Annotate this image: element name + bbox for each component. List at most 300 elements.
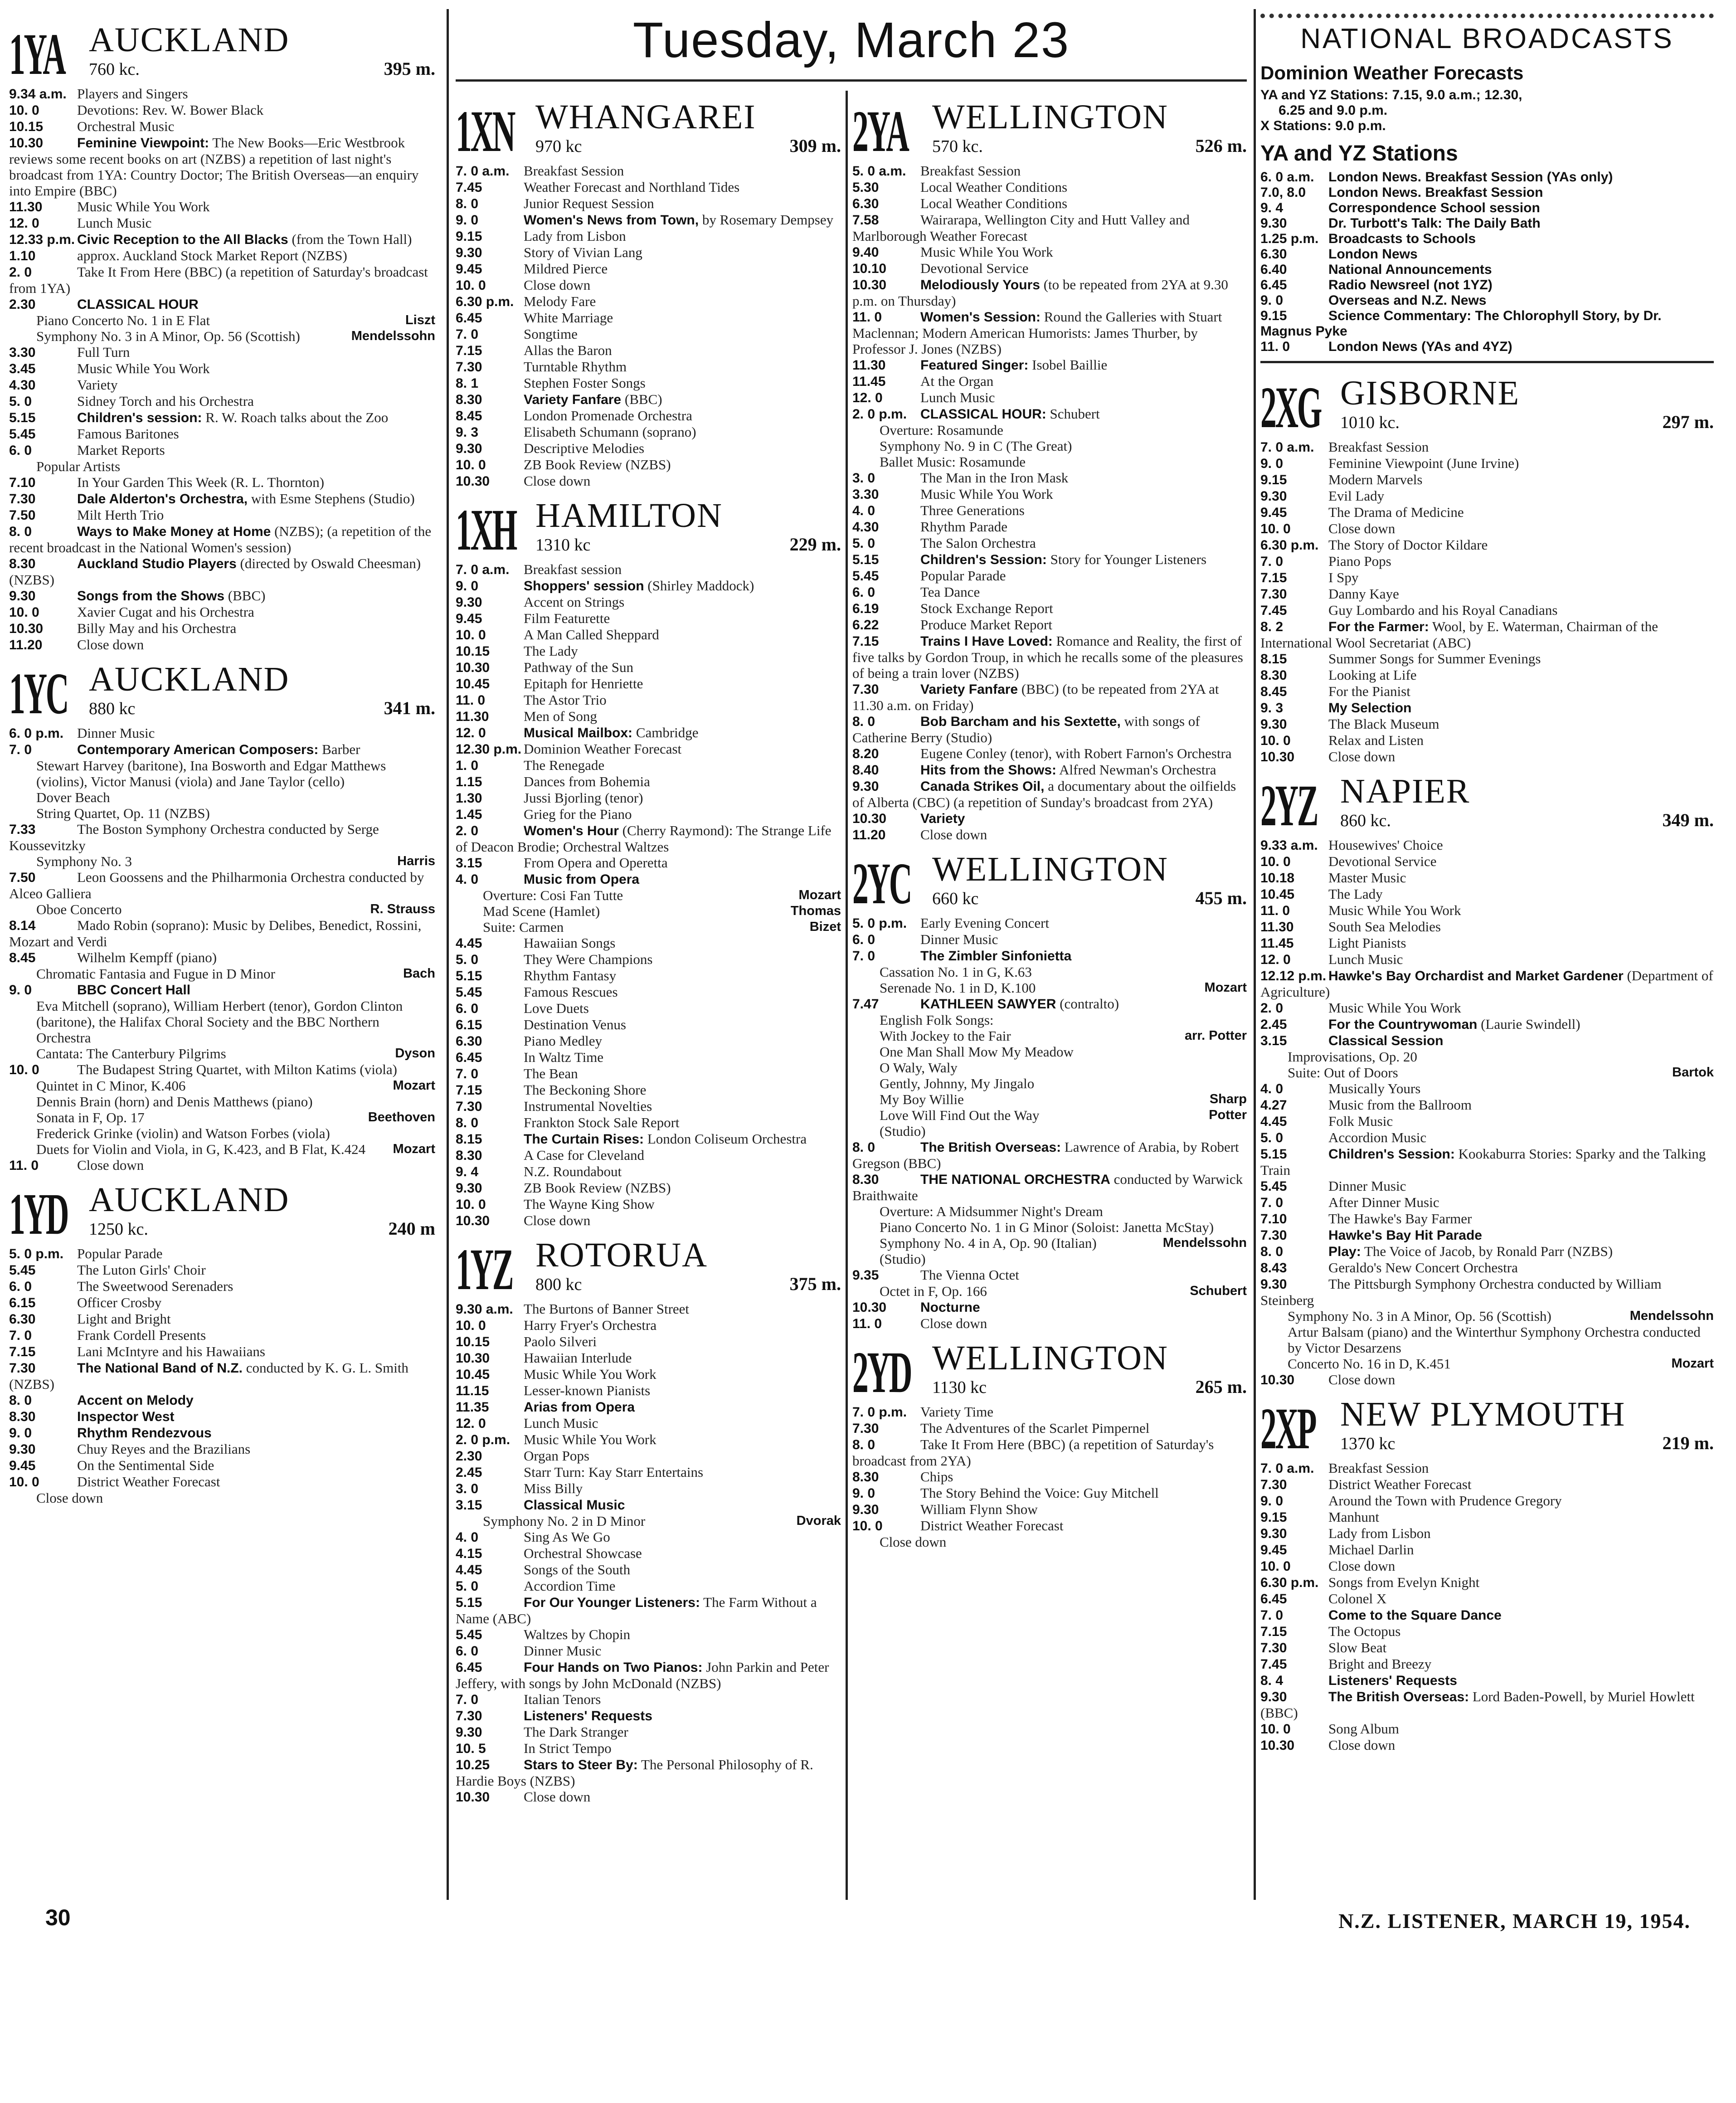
programme-time: 7.45 (1260, 603, 1287, 618)
programme-time: 5. 0 (1260, 1130, 1284, 1145)
programme-entry (852, 195, 1247, 212)
programme-entry (456, 951, 841, 968)
programme-text: Music While You Work (1328, 902, 1461, 918)
programme-time: 4.27 (1260, 1098, 1287, 1113)
programme-time: 6. 0 (456, 1644, 479, 1659)
programme-entry (852, 1060, 1247, 1076)
programme-entry (1260, 570, 1714, 586)
station-wavelength: 455 m. (1195, 888, 1247, 908)
programme-text: Leon Goossens and the Philharmonia Orchestra conducted by Alceo Galliera (9, 869, 424, 901)
programme-entry (456, 903, 841, 919)
programme-text: Early Evening Concert (920, 915, 1050, 931)
programme-time: 4.30 (852, 520, 879, 535)
programme-text: conducted by K. G. L. Smith (NZBS) (9, 1360, 408, 1392)
programme-time: 7.50 (9, 870, 36, 885)
weather-line: X Stations: 9.0 p.m. (1260, 118, 1386, 133)
programme-time: 11.20 (9, 638, 43, 652)
programme-text: (BBC) (624, 391, 662, 407)
programme-text: Close down (524, 277, 591, 293)
programme-title: Variety Fanfare (524, 392, 622, 407)
programme-time: 10. 5 (456, 1741, 486, 1756)
programme-entry (456, 708, 841, 725)
programme-entry (9, 758, 435, 789)
programme-text: (contralto) (1060, 996, 1119, 1012)
programme-entry (1260, 1372, 1714, 1388)
programme-time: 12. 0 (456, 725, 486, 740)
programme-text: The Dark Stranger (524, 1724, 628, 1740)
programme-text: Grieg for the Piano (524, 806, 632, 822)
programme-text: R. W. Roach talks about the Zoo (205, 409, 389, 425)
programme-text: Around the Town with Prudence Gregory (1328, 1493, 1562, 1509)
station-city: ROTORUA (535, 1236, 708, 1274)
programme-entry (456, 1448, 841, 1464)
programme-text: Symphony No. 3 in A Minor, Op. 56 (Scottish) (1288, 1308, 1551, 1324)
programme-entry (852, 1091, 1247, 1107)
programme-entry (456, 326, 841, 342)
programme-entry (852, 1299, 1247, 1315)
programme-title: Children's session: (77, 410, 202, 425)
programme-entry (9, 474, 435, 491)
programme-text: Destination Venus (524, 1017, 626, 1032)
programme-entry (1260, 488, 1714, 504)
programme-time: 7.10 (1260, 1212, 1287, 1227)
programme-time: 9.34 a.m. (9, 87, 67, 102)
programme-text: with songs of Catherine Berry (Studio) (852, 713, 1200, 745)
station-frequency: 800 kc (535, 1275, 582, 1294)
programme-entry (1260, 651, 1714, 667)
programme-entry (1260, 919, 1714, 935)
programme-title: Women's Session: (920, 310, 1041, 325)
programme-time: 7.45 (1260, 1657, 1287, 1672)
programme-time: 9.30 (1260, 717, 1287, 732)
programme-text: On the Sentimental Side (77, 1457, 214, 1473)
programme-time: 5.45 (9, 1263, 36, 1278)
programme-entry (456, 968, 841, 984)
programme-time: 7. 0 (9, 742, 32, 757)
programme-time: 10.30 (456, 1351, 490, 1366)
programme-time: 11. 0 (852, 310, 882, 325)
programme-entry (456, 163, 841, 179)
programme-text: Lani McIntyre and his Hawaiians (77, 1344, 265, 1359)
programme-text: District Weather Forecast (77, 1474, 220, 1490)
programme-entry (456, 1691, 841, 1708)
station-info (932, 97, 1247, 156)
programme-title: Music from Opera (524, 872, 640, 887)
programme-text: Music While You Work (77, 199, 210, 214)
programme-text: The Black Museum (1328, 716, 1439, 732)
programme-text: O Waly, Waly (880, 1060, 958, 1076)
programme-time: 11. 0 (456, 693, 486, 708)
programme-time: 9.30 (456, 441, 482, 456)
programme-entry (456, 1066, 841, 1082)
station-info (932, 1339, 1247, 1397)
programme-text: Piano Concerto No. 1 in G Minor (Soloist: Janetta McStay) (880, 1219, 1214, 1235)
programme-title: For the Countrywoman (1328, 1017, 1478, 1032)
programme-text: Close down (1328, 749, 1396, 764)
programme-time: 6.22 (852, 618, 879, 633)
programme-entry (1260, 1640, 1714, 1656)
programme-time: 1.45 (456, 807, 482, 822)
programme-entry (456, 692, 841, 708)
station-callsign: 2YD (852, 1340, 911, 1405)
programme-time: 12. 0 (1260, 952, 1291, 967)
national-item (1260, 277, 1714, 293)
programme-time: 8.45 (9, 950, 36, 965)
programme-time: 9.30 (852, 779, 879, 794)
programme-text: Lunch Music (524, 1415, 598, 1431)
programme-text: Ballet Music: Rosamunde (880, 454, 1026, 470)
programme-time: 5.45 (9, 427, 36, 442)
station-wavelength: 349 m. (1662, 810, 1714, 830)
programme-entry (852, 681, 1247, 713)
programme-title: My Selection (1328, 701, 1412, 716)
programme-entry (9, 637, 435, 653)
station-header (1260, 769, 1714, 838)
programme-entry (1260, 837, 1714, 853)
programme-text: Story for Younger Listeners (1050, 551, 1207, 567)
programme-text: Starr Turn: Kay Starr Entertains (524, 1464, 704, 1480)
programme-time: 10. 0 (9, 103, 39, 118)
programme-time: 11.30 (9, 200, 43, 214)
programme-text: Close down (880, 1534, 947, 1550)
station-wavelength: 229 m. (789, 534, 841, 555)
programme-text: Guy Lombardo and his Royal Canadians (1328, 602, 1558, 618)
national-title: NATIONAL BROADCASTS (1300, 23, 1674, 54)
programme-entry (456, 359, 841, 375)
programme-entry (1260, 1558, 1714, 1574)
programme-text: Music While You Work (524, 1366, 656, 1382)
programme-entry (456, 1643, 841, 1659)
programme-entry (1260, 1032, 1714, 1049)
programme-time: 7.30 (852, 682, 879, 697)
programme-entry (1260, 1308, 1714, 1324)
programme-text: The Man in the Iron Mask (920, 470, 1069, 486)
programme-text: The Boston Symphony Orchestra conducted by Serge Koussevitzky (9, 821, 379, 853)
station-block (9, 18, 435, 653)
programme-text: Musically Yours (1328, 1081, 1421, 1096)
programme-entry (456, 1212, 841, 1229)
programme-text: One Man Shall Mow My Meadow (880, 1044, 1074, 1060)
composer-name: Mozart (393, 1142, 435, 1156)
programme-time: 11.45 (1260, 936, 1294, 951)
programme-text: The Drama of Medicine (1328, 504, 1464, 520)
programme-time: 10. 0 (852, 1519, 883, 1533)
programme-text: The Personal Philosophy of R. Hardie Boys (NZBS) (456, 1757, 813, 1789)
programme-entry (852, 1235, 1247, 1251)
programme-time: 5.45 (456, 985, 482, 1000)
station-frequency: 570 kc. (932, 137, 983, 156)
station-header (1260, 1392, 1714, 1461)
programme-time: 7.15 (9, 1344, 36, 1359)
programme-text: Looking at Life (1328, 667, 1417, 683)
programme-time: 7. 0 a.m. (1260, 440, 1314, 455)
programme-time: 10.45 (456, 677, 490, 691)
station-callsign: 1YD (9, 1182, 68, 1247)
programme-time: 7. 0 (1260, 1195, 1284, 1210)
programme-text: Symphony No. 4 in A, Op. 90 (Italian) (880, 1235, 1097, 1251)
programme-time: 12. 0 (456, 1416, 486, 1431)
programme-text: Danny Kaye (1328, 586, 1399, 602)
programme-text: Devotional Service (1328, 853, 1437, 869)
programme-text: The New Books—Eric Westbrook reviews some recent books on art (NZBS) a repetition of last night's broadcast from 1YA: Country Doctor; The British Overseas—an enquiry into Empire (BBC) (9, 135, 419, 199)
programme-text: The Budapest String Quartet, with Milton Katims (viola) (77, 1061, 398, 1077)
programme-time: 11.20 (852, 828, 886, 842)
programme-text: The Astor Trio (524, 692, 607, 708)
programme-entry (852, 373, 1247, 389)
programme-text: Cassation No. 1 in G, K.63 (880, 964, 1032, 980)
programme-title: Feminine Viewpoint: (77, 136, 209, 151)
programme-entry (9, 1262, 435, 1278)
programme-text: Eugene Conley (tenor), with Robert Farnon's Orchestra (920, 745, 1232, 761)
programme-entry (456, 1049, 841, 1066)
station-city: WELLINGTON (932, 1339, 1168, 1377)
programme-entry (1260, 1689, 1714, 1721)
programme-entry (9, 1046, 435, 1061)
programme-text: Famous Rescues (524, 984, 618, 1000)
programme-text: Bright and Breezy (1328, 1656, 1432, 1672)
programme-entry (456, 1366, 841, 1383)
station-info (89, 660, 435, 719)
programme-text: a documentary about the oilfields of Alberta (CBC) (a repetition of Sunday's broadcast from 2YA) (852, 778, 1236, 810)
programme-time: 6.45 (456, 311, 482, 326)
programme-text: (directed by Oswald Cheesman) (NZBS) (9, 555, 421, 588)
programme-text: Manhunt (1328, 1509, 1379, 1525)
programme-text: Rhythm Parade (920, 519, 1007, 535)
weather-line: YA and YZ Stations: 7.15, 9.0 a.m.; 12.30, (1260, 88, 1522, 102)
national-text: London News. Breakfast Session (1328, 185, 1543, 200)
composer-name: Thomas (790, 904, 841, 918)
programme-entry (456, 1301, 841, 1317)
programme-time: 2.30 (456, 1449, 482, 1464)
programme-entry (852, 1267, 1247, 1283)
programme-text: The Story Behind the Voice: Guy Mitchell (920, 1485, 1159, 1501)
programme-entry (9, 821, 435, 853)
programme-text: String Quartet, Op. 11 (NZBS) (36, 805, 210, 821)
programme-text: Chuy Reyes and the Brazilians (77, 1441, 251, 1457)
programme-time: 2. 0 (9, 265, 32, 280)
programme-entry (9, 312, 435, 328)
programme-time: 6.15 (9, 1295, 36, 1310)
programme-text: N.Z. Roundabout (524, 1163, 622, 1179)
programme-text: Music from the Ballroom (1328, 1097, 1472, 1113)
programme-text: Close down (524, 1212, 591, 1228)
programme-text: A Man Called Sheppard (524, 627, 659, 643)
programme-text: (Studio) (880, 1123, 926, 1139)
programme-entry (456, 1757, 841, 1789)
programme-text: (Studio) (880, 1251, 926, 1267)
programme-entry (9, 901, 435, 917)
programme-entry (456, 1708, 841, 1724)
station-frequency: 860 kc. (1340, 811, 1391, 830)
programme-entry (456, 457, 841, 473)
programme-text: Lawrence of Arabia, by Robert Gregson (BBC) (852, 1139, 1239, 1171)
station-wavelength: 341 m. (384, 698, 435, 718)
programme-time: 7.30 (852, 1421, 879, 1436)
programme-title: Listeners' Requests (524, 1709, 652, 1723)
programme-text: Isobel Baillie (1032, 357, 1108, 373)
station-header (456, 95, 841, 164)
programme-text: Lunch Music (1328, 951, 1403, 967)
programme-entry (1260, 537, 1714, 553)
programme-title: Canada Strikes Oil, (920, 779, 1045, 794)
programme-title: Women's News from Town, (524, 213, 699, 228)
programme-text: Romance and Reality, the first of five talks by Gordon Troup, in which he recalls some of the pleasures of being a train lover (NZBS) (852, 633, 1243, 681)
programme-time: 10.15 (456, 644, 490, 659)
station-frequency: 880 kc (89, 699, 136, 718)
station-block (852, 1336, 1247, 1550)
programme-entry (456, 1317, 841, 1334)
programme-text: Popular Parade (920, 568, 1006, 584)
programme-text: William Flynn Show (920, 1501, 1038, 1517)
programme-text: Accent on Strings (524, 594, 625, 610)
programme-entry (456, 310, 841, 326)
national-text: Radio Newsreel (not 1YZ) (1328, 277, 1493, 292)
programme-entry (852, 980, 1247, 996)
programme-text: Players and Singers (77, 86, 188, 102)
programme-text: Sonata in F, Op. 17 (36, 1110, 145, 1125)
national-text: National Announcements (1328, 262, 1492, 277)
programme-time: 9.33 a.m. (1260, 838, 1318, 853)
programme-text: They Were Champions (524, 951, 653, 967)
programme-entry (852, 277, 1247, 309)
programme-entry (456, 261, 841, 277)
programme-entry (456, 195, 841, 212)
programme-text: In Strict Tempo (524, 1740, 612, 1756)
programme-text: Film Featurette (524, 610, 610, 626)
programme-time: 10.30 (1260, 1373, 1295, 1387)
programme-title: BBC Concert Hall (77, 983, 191, 998)
programme-entry (9, 215, 435, 231)
programme-time: 8. 0 (456, 196, 479, 211)
programme-entry (1260, 504, 1714, 521)
programme-text: Oboe Concerto (36, 901, 122, 917)
station-city: HAMILTON (535, 497, 723, 535)
programme-text: Harry Fryer's Orchestra (524, 1317, 657, 1333)
programme-text: Famous Baritones (77, 426, 179, 442)
composer-name: Schubert (1190, 1284, 1247, 1298)
programme-entry (1260, 1356, 1714, 1372)
programme-text: Dinner Music (77, 725, 155, 741)
programme-entry (456, 1098, 841, 1115)
programme-entry (456, 561, 841, 578)
programme-entry (456, 1147, 841, 1163)
programme-entry (456, 277, 841, 293)
station-header (456, 1233, 841, 1302)
programme-text: The Beckoning Shore (524, 1082, 647, 1098)
programme-entry (1260, 667, 1714, 683)
programme-entry (456, 1529, 841, 1545)
national-time: 1.25 p.m. (1260, 231, 1319, 246)
programme-entry (9, 917, 435, 949)
programme-text: Lady from Lisbon (1328, 1525, 1431, 1541)
programme-time: 2.45 (456, 1465, 482, 1480)
programme-time: 9. 0 (456, 213, 479, 228)
national-text: Science Commentary: The Chlorophyll Story, by Dr. Magnus Pyke (1260, 308, 1662, 339)
station-block (1260, 371, 1714, 765)
programme-time: 9. 3 (456, 425, 479, 440)
programme-entry (1260, 1227, 1714, 1243)
programme-text: Close down (1328, 521, 1396, 536)
station-callsign: 2XP (1260, 1396, 1316, 1461)
station-block (1260, 769, 1714, 1388)
programme-entry (852, 1283, 1247, 1299)
programme-entry (1260, 1243, 1714, 1260)
programme-time: 10. 0 (456, 278, 486, 293)
programme-entry (852, 1315, 1247, 1332)
programme-text: Waltzes by Chopin (524, 1626, 631, 1642)
station-header (852, 847, 1247, 916)
programme-text: Breakfast Session (524, 163, 624, 179)
weather-line: 6.25 and 9.0 p.m. (1279, 103, 1388, 118)
programme-text: Folk Music (1328, 1113, 1393, 1129)
programme-time: 7. 0 p.m. (852, 1405, 907, 1420)
programme-entry (9, 102, 435, 118)
programme-text: Orchestral Showcase (524, 1545, 642, 1561)
programme-text: At the Organ (920, 373, 994, 389)
programme-time: 7.15 (852, 634, 879, 649)
programme-title: Contemporary American Composers: (77, 742, 319, 757)
programme-time: 8. 2 (1260, 619, 1284, 634)
programme-entry (852, 915, 1247, 931)
programme-entry (1260, 870, 1714, 886)
programme-title: The National Band of N.Z. (77, 1361, 243, 1376)
stations-title: YA and YZ Stations (1260, 141, 1458, 166)
station-frequency: 660 kc (932, 889, 979, 908)
programme-text: Songs from Evelyn Knight (1328, 1574, 1480, 1590)
programme-entry (1260, 1656, 1714, 1672)
programme-time: 8. 1 (456, 376, 479, 391)
programme-entry (456, 725, 841, 741)
programme-text: The Lady (524, 643, 578, 659)
programme-text: Evil Lady (1328, 488, 1385, 504)
programme-time: 8.40 (852, 763, 879, 778)
programme-entry (1260, 1476, 1714, 1493)
programme-text: The Adventures of the Scarlet Pimpernel (920, 1420, 1150, 1436)
national-time: 11. 0 (1260, 339, 1290, 354)
programme-text: Take It From Here (BBC) (a repetition of Saturday's broadcast from 2YA) (852, 1436, 1214, 1469)
programme-entry (1260, 1146, 1714, 1178)
programme-entry (456, 473, 841, 489)
programme-time: 8.15 (1260, 652, 1287, 667)
programme-entry (456, 1399, 841, 1415)
programme-time: 3. 0 (456, 1481, 479, 1496)
programme-time: 9.45 (456, 611, 482, 626)
programme-text: Geraldo's New Concert Orchestra (1328, 1260, 1518, 1275)
programme-time: 7.30 (1260, 587, 1287, 602)
station-info (89, 1180, 435, 1239)
programme-entry (852, 1012, 1247, 1028)
programme-time: 9. 0 (9, 983, 32, 998)
programme-title: The Curtain Rises: (524, 1132, 644, 1147)
station-block (852, 95, 1247, 843)
programme-entry (1260, 602, 1714, 618)
programme-text: Hawaiian Songs (524, 935, 616, 951)
programme-time: 6.30 p.m. (1260, 538, 1319, 553)
programme-time: 10.30 (852, 1300, 887, 1315)
programme-time: 10.30 (852, 277, 887, 292)
programme-time: 8. 0 (9, 524, 32, 539)
programme-time: 9.30 a.m. (456, 1302, 513, 1317)
programme-entry (456, 1415, 841, 1431)
programme-entry (9, 328, 435, 344)
programme-entry (852, 1436, 1247, 1469)
programme-time: 7.10 (9, 475, 36, 490)
programme-time: 6.45 (456, 1660, 482, 1675)
programme-entry (9, 725, 435, 741)
programme-time: 10.30 (456, 1213, 490, 1228)
programme-text: (from the Town Hall) (292, 231, 412, 247)
programme-time: 12.33 p.m. (9, 232, 75, 247)
